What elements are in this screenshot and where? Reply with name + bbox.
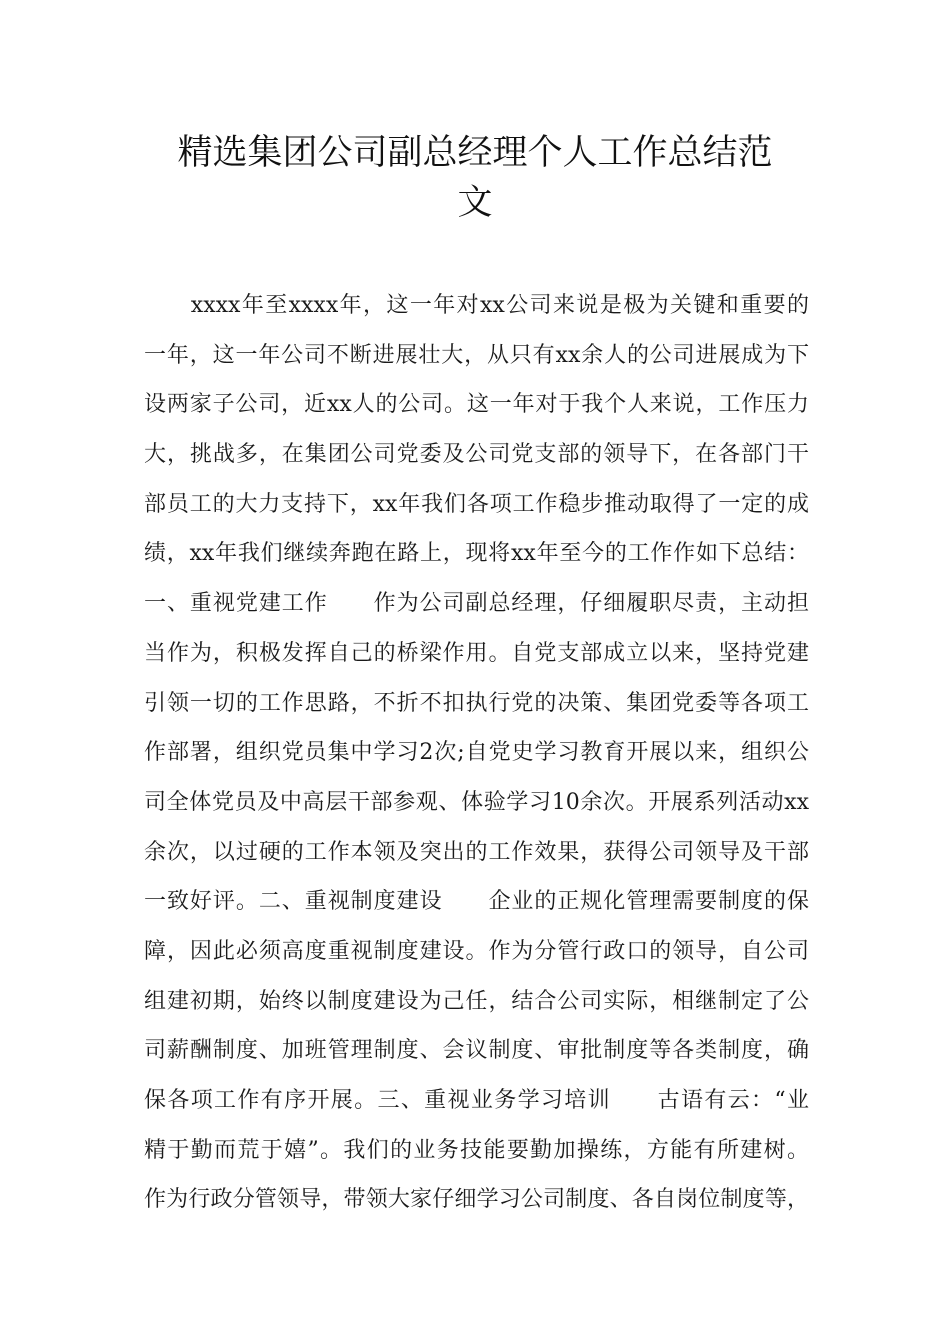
title-line-1: 精选集团公司副总经理个人工作总结范	[177, 133, 773, 173]
body-line: 当作为，积极发挥自己的桥梁作用。自党支部成立以来，坚持党建	[144, 640, 809, 666]
body-line: 余次，以过硬的工作本领及突出的工作效果，获得公司领导及干部	[144, 839, 809, 865]
body-line: 作为行政分管领导，带领大家仔细学习公司制度、各自岗位制度等，	[144, 1187, 809, 1213]
body-line: 障，因此必须高度重视制度建设。作为分管行政口的领导，自公司	[144, 938, 809, 964]
body-line: 司薪酬制度、加班管理制度、会议制度、审批制度等各类制度，确	[144, 1038, 809, 1064]
body-line: 引领一切的工作思路，不折不扣执行党的决策、集团党委等各项工	[144, 690, 809, 716]
body-line: 一、重视党建工作 作为公司副总经理，仔细履职尽责，主动担	[144, 591, 809, 617]
body-line: 一年，这一年公司不断进展壮大，从只有xx余人的公司进展成为下	[144, 342, 809, 368]
body-line: 组建初期，始终以制度建设为己任，结合公司实际，相继制定了公	[144, 988, 809, 1014]
body-line: 绩，xx年我们继续奔跑在路上，现将xx年至今的工作作如下总结：	[144, 541, 809, 567]
title-line-2: 文	[457, 183, 493, 223]
body-line: 一致好评。二、重视制度建设 企业的正规化管理需要制度的保	[144, 889, 809, 915]
body-line: 设两家子公司，近xx人的公司。这一年对于我个人来说，工作压力	[144, 392, 809, 418]
document-body	[144, 281, 809, 1225]
document-title	[130, 128, 820, 228]
body-line: 部员工的大力支持下，xx年我们各项工作稳步推动取得了一定的成	[144, 491, 809, 517]
body-line: xxxx年至xxxx年，这一年对xx公司来说是极为关键和重要的	[144, 293, 809, 318]
body-line: 司全体党员及中高层干部参观、体验学习10余次。开展系列活动xx	[144, 789, 809, 815]
body-line: 作部署，组织党员集中学习2次;自党史学习教育开展以来，组织公	[144, 740, 809, 766]
body-line: 精于勤而荒于嬉”。我们的业务技能要勤加操练，方能有所建树。	[144, 1137, 809, 1163]
body-line: 保各项工作有序开展。三、重视业务学习培训 古语有云：“业	[144, 1088, 809, 1113]
body-line: 大，挑战多，在集团公司党委及公司党支部的领导下，在各部门干	[144, 442, 809, 468]
